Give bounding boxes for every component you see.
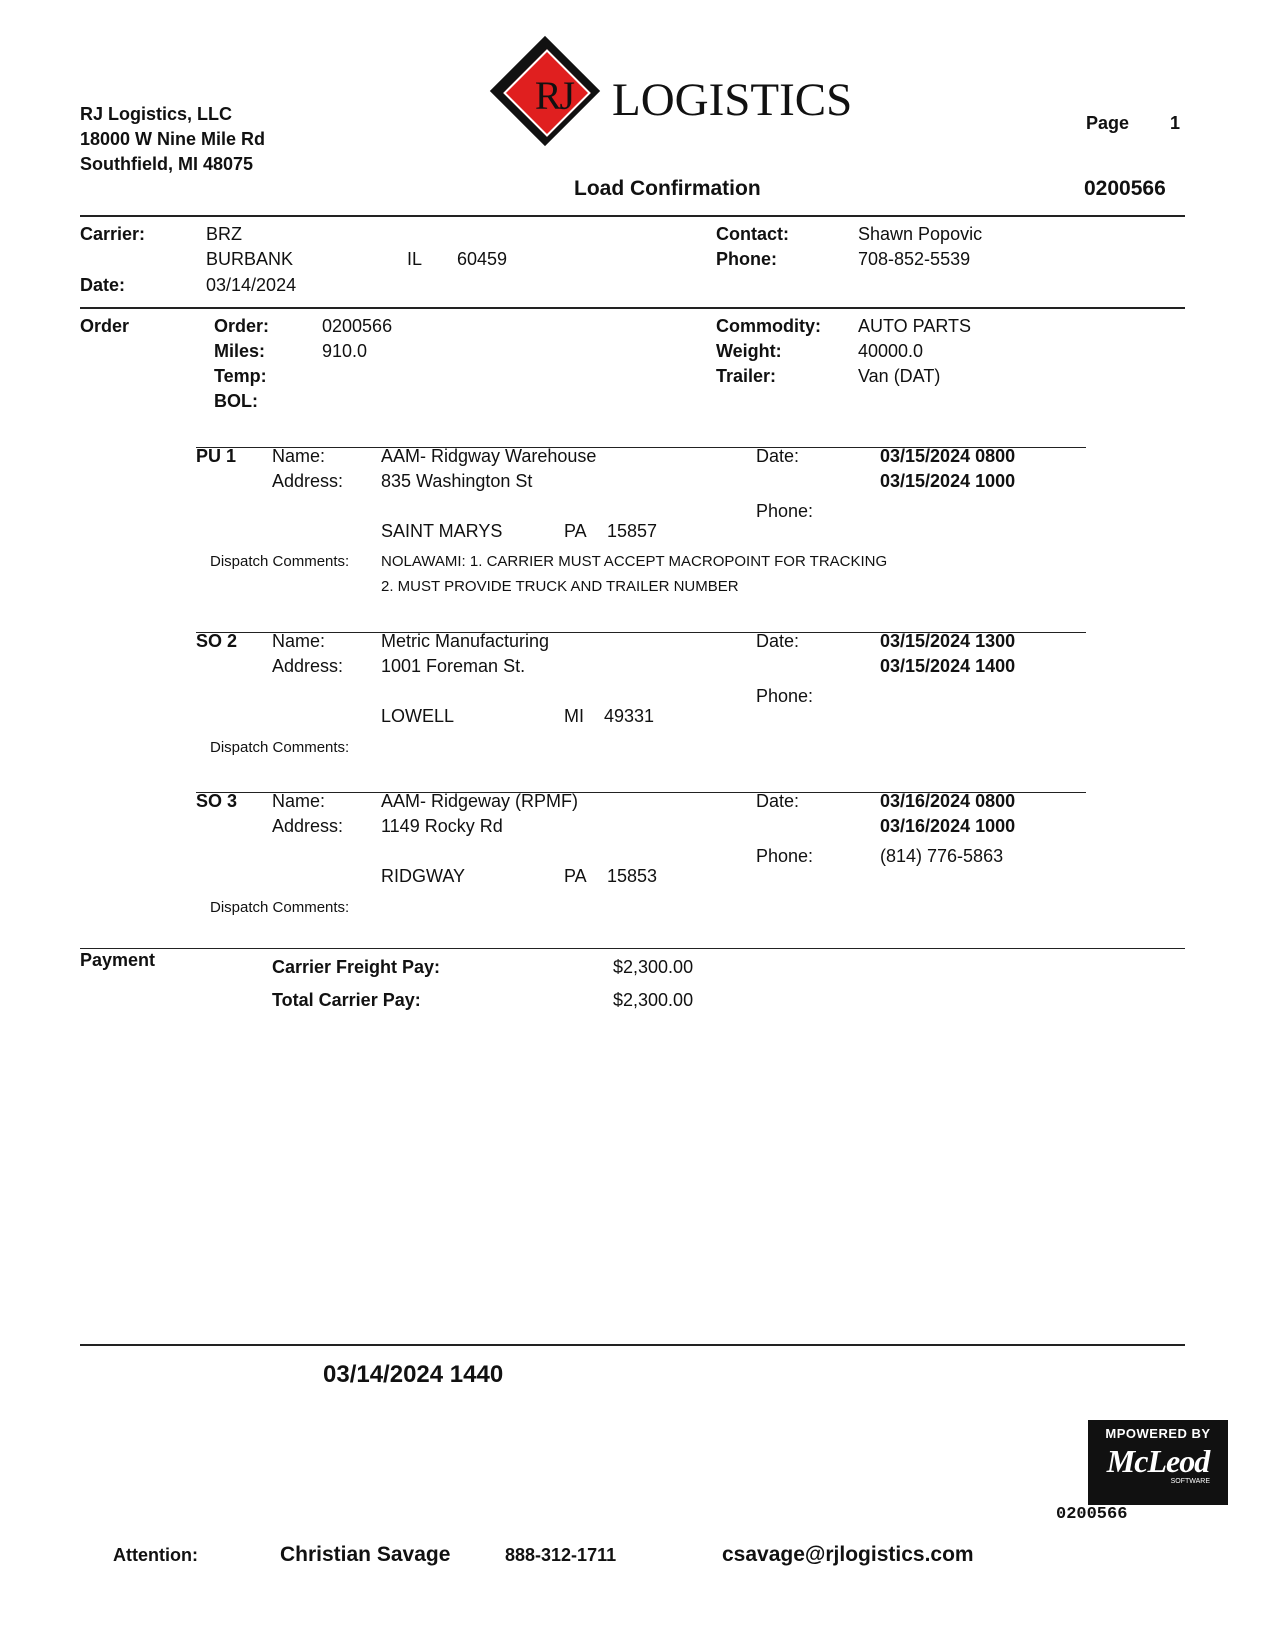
dispatch-comment-line2: 2. MUST PROVIDE TRUCK AND TRAILER NUMBER <box>381 578 739 595</box>
stop-zip: 49331 <box>604 706 655 726</box>
badge-line3: SOFTWARE <box>1170 1478 1210 1485</box>
page-number: 1 <box>1170 113 1181 133</box>
attention-email: csavage@rjlogistics.com <box>722 1543 974 1566</box>
carrier-state: IL <box>407 249 423 269</box>
company-address-line1: 18000 W Nine Mile Rd <box>80 129 266 149</box>
contact-phone-label: Phone: <box>716 249 777 269</box>
divider-header <box>80 215 1185 217</box>
dispatch-comments-label: Dispatch Comments: <box>210 553 350 570</box>
stop-id: PU 1 <box>196 446 237 466</box>
trailer-label: Trailer: <box>716 366 777 386</box>
stop-address: 1149 Rocky Rd <box>381 816 503 836</box>
page-label: Page <box>1086 113 1130 133</box>
stop-zip: 15857 <box>607 521 658 541</box>
miles-value: 910.0 <box>322 341 368 361</box>
weight-label: Weight: <box>716 341 782 361</box>
miles-label: Miles: <box>214 341 266 361</box>
stop-date-label: Date: <box>756 791 800 811</box>
attention-phone: 888-312-1711 <box>505 1545 617 1565</box>
commodity-label: Commodity: <box>716 316 821 336</box>
stop-id: SO 2 <box>196 631 238 651</box>
payment-section-label: Payment <box>80 950 156 970</box>
badge-line1: MPOWERED BY <box>1105 1426 1211 1441</box>
stop-phone-label: Phone: <box>756 686 814 706</box>
order-section-label: Order <box>80 316 130 336</box>
stop-state: MI <box>564 706 584 726</box>
attention-name: Christian Savage <box>280 1543 451 1566</box>
carrier-label: Carrier: <box>80 224 146 244</box>
mcleod-badge <box>1088 1420 1228 1505</box>
order-number-label: Order: <box>214 316 270 336</box>
carrier-date: 03/14/2024 <box>206 275 297 295</box>
stop-name: AAM- Ridgeway (RPMF) <box>381 791 579 811</box>
contact-name: Shawn Popovic <box>858 224 983 244</box>
stop-address-label: Address: <box>272 656 344 676</box>
carrier-date-label: Date: <box>80 275 126 295</box>
contact-label: Contact: <box>716 224 789 244</box>
stop-phone-label: Phone: <box>756 501 814 521</box>
contact-phone: 708-852-5539 <box>858 249 971 269</box>
stop-date-end: 03/15/2024 1000 <box>880 471 1016 491</box>
company-name: RJ Logistics, LLC <box>80 104 233 124</box>
stop-city: SAINT MARYS <box>381 521 503 541</box>
badge-logo: McLeod <box>1106 1443 1210 1479</box>
dispatch-comment-line1: NOLAWAMI: 1. CARRIER MUST ACCEPT MACROPOINT FOR TRACKING <box>381 553 888 570</box>
stop-address-label: Address: <box>272 471 344 491</box>
dispatch-comments-label: Dispatch Comments: <box>210 739 350 756</box>
company-address-line2: Southfield, MI 48075 <box>80 154 254 174</box>
logo-mark: RJ <box>534 73 574 118</box>
stop-date-end: 03/16/2024 1000 <box>880 816 1016 836</box>
order-number: 0200566 <box>322 316 393 336</box>
stop-address: 835 Washington St <box>381 471 533 491</box>
divider-carrier <box>80 307 1185 309</box>
attention-label: Attention: <box>113 1545 198 1565</box>
stop-address-label: Address: <box>272 816 344 836</box>
stop-phone-label: Phone: <box>756 846 814 866</box>
footer-reference-number: 0200566 <box>1056 1505 1128 1524</box>
weight-value: 40000.0 <box>858 341 924 361</box>
stop-city: LOWELL <box>381 706 455 726</box>
stop-name-label: Name: <box>272 631 326 651</box>
stop-name: Metric Manufacturing <box>381 631 550 651</box>
print-timestamp: 03/14/2024 1440 <box>323 1361 504 1388</box>
document-title: Load Confirmation <box>574 177 761 200</box>
stop-date-start: 03/16/2024 0800 <box>880 791 1016 811</box>
total-carrier-pay-label: Total Carrier Pay: <box>272 990 421 1010</box>
stop-date-label: Date: <box>756 446 800 466</box>
stop-phone: (814) 776-5863 <box>880 846 1004 866</box>
carrier-city: BURBANK <box>206 249 294 269</box>
trailer-value: Van (DAT) <box>858 366 941 386</box>
stop-name: AAM- Ridgway Warehouse <box>381 446 597 466</box>
bol-label: BOL: <box>214 391 258 411</box>
stop-id: SO 3 <box>196 791 238 811</box>
carrier-freight-pay-value: $2,300.00 <box>613 957 694 977</box>
stop-date-start: 03/15/2024 0800 <box>880 446 1016 466</box>
temp-label: Temp: <box>214 366 267 386</box>
stop-address: 1001 Foreman St. <box>381 656 526 676</box>
divider-payment <box>80 948 1185 949</box>
stop-date-end: 03/15/2024 1400 <box>880 656 1016 676</box>
carrier-zip: 60459 <box>457 249 508 269</box>
stop-state: PA <box>564 521 587 541</box>
document-number: 0200566 <box>1084 177 1166 200</box>
divider-footer <box>80 1344 1185 1346</box>
stop-state: PA <box>564 866 587 886</box>
stop-date-start: 03/15/2024 1300 <box>880 631 1016 651</box>
stop-name-label: Name: <box>272 446 326 466</box>
commodity-value: AUTO PARTS <box>858 316 972 336</box>
stop-zip: 15853 <box>607 866 658 886</box>
carrier-freight-pay-label: Carrier Freight Pay: <box>272 957 441 977</box>
logo-text: LOGISTICS <box>612 74 853 126</box>
dispatch-comments-label: Dispatch Comments: <box>210 899 350 916</box>
total-carrier-pay-value: $2,300.00 <box>613 990 694 1010</box>
stop-city: RIDGWAY <box>381 866 465 886</box>
carrier-code: BRZ <box>206 224 242 244</box>
stop-name-label: Name: <box>272 791 326 811</box>
stop-date-label: Date: <box>756 631 800 651</box>
